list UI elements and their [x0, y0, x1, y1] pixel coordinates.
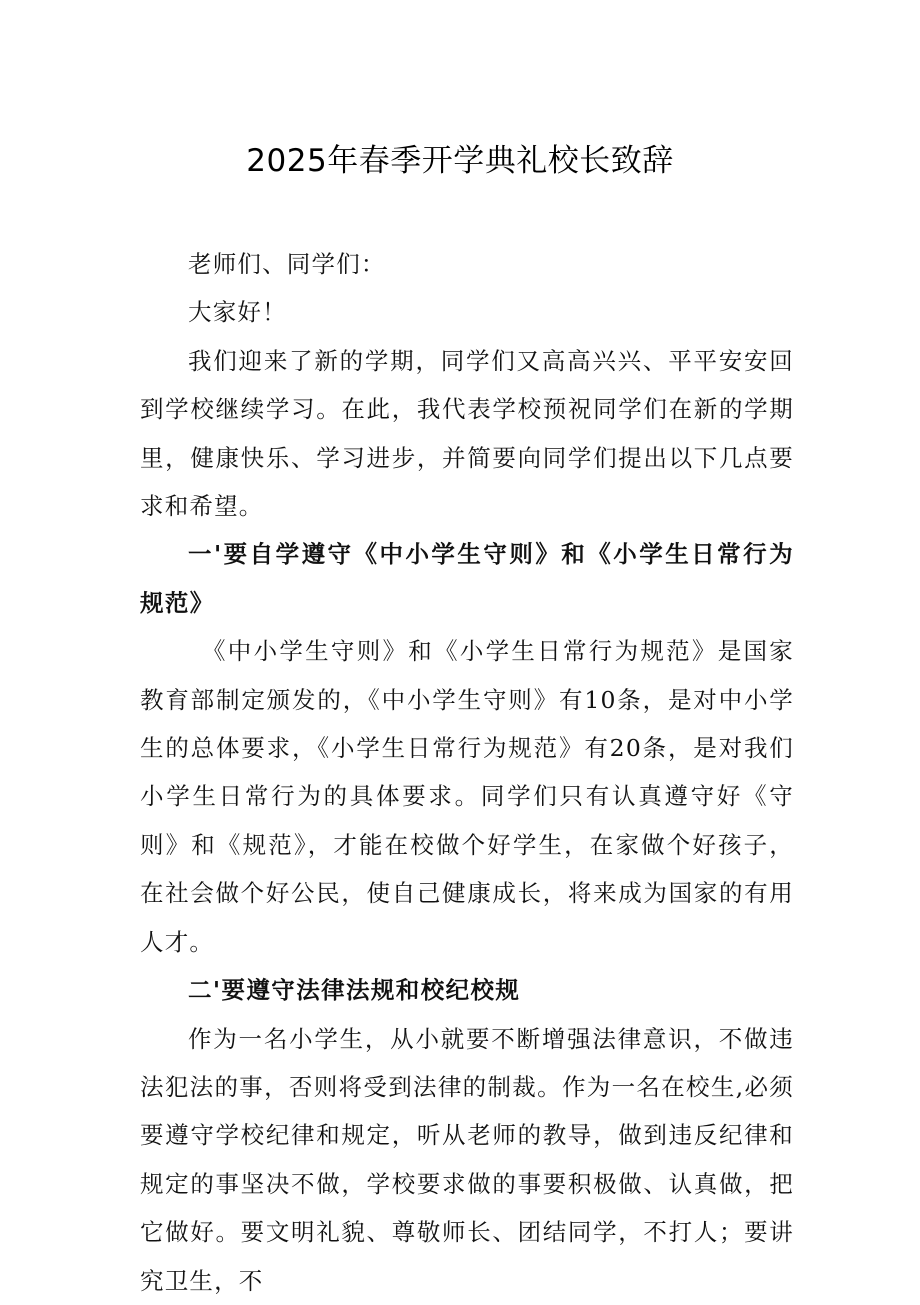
intro-paragraph: 我们迎来了新的学期，同学们又高高兴兴、平平安安回到学校继续学习。在此，我代表学校预祝同学们在新的学期里，健康快乐、学习进步，并简要向同学们提出以下几点要求和希望。 [140, 346, 794, 521]
document-body [140, 240, 794, 1305]
greeting: 大家好！ [188, 298, 287, 327]
section-1-heading: 一'要自学遵守《中小学生守则》和《小学生日常行为规范》 [140, 540, 794, 617]
salutation: 老师们、同学们： [188, 250, 386, 278]
document-title: 2025年春季开学典礼校长致辞 [246, 143, 674, 179]
section-1-paragraph: 《中小学生守则》和《小学生日常行为规范》是国家教育部制定颁发的，《中小学生守则》有10条，是对中小学生的总体要求，《小学生日常行为规范》有20条，是对我们小学生日常行为的具体要求。同学们只有认真遵守好《守则》和《规范》，才能在校做个好学生，在家做个好孩子，在社会做个好公民，使自己健康成长，将来成为国家的有用人才。 [140, 637, 794, 956]
section-2-paragraph: 作为一名小学生，从小就要不断增强法律意识，不做违法犯法的事，否则将受到法律的制裁。作为一名在校生,必须要遵守学校纪律和规定，听从老师的教导，做到违反纪律和规定的事坚决不做，学校要求做的事要积极做、认真做，把它做好。要文明礼貌、尊敬师长、团结同学，不打人；要讲究卫生，不 [140, 1024, 794, 1295]
section-2-heading: 二'要遵守法律法规和校纪校规 [188, 976, 521, 1005]
